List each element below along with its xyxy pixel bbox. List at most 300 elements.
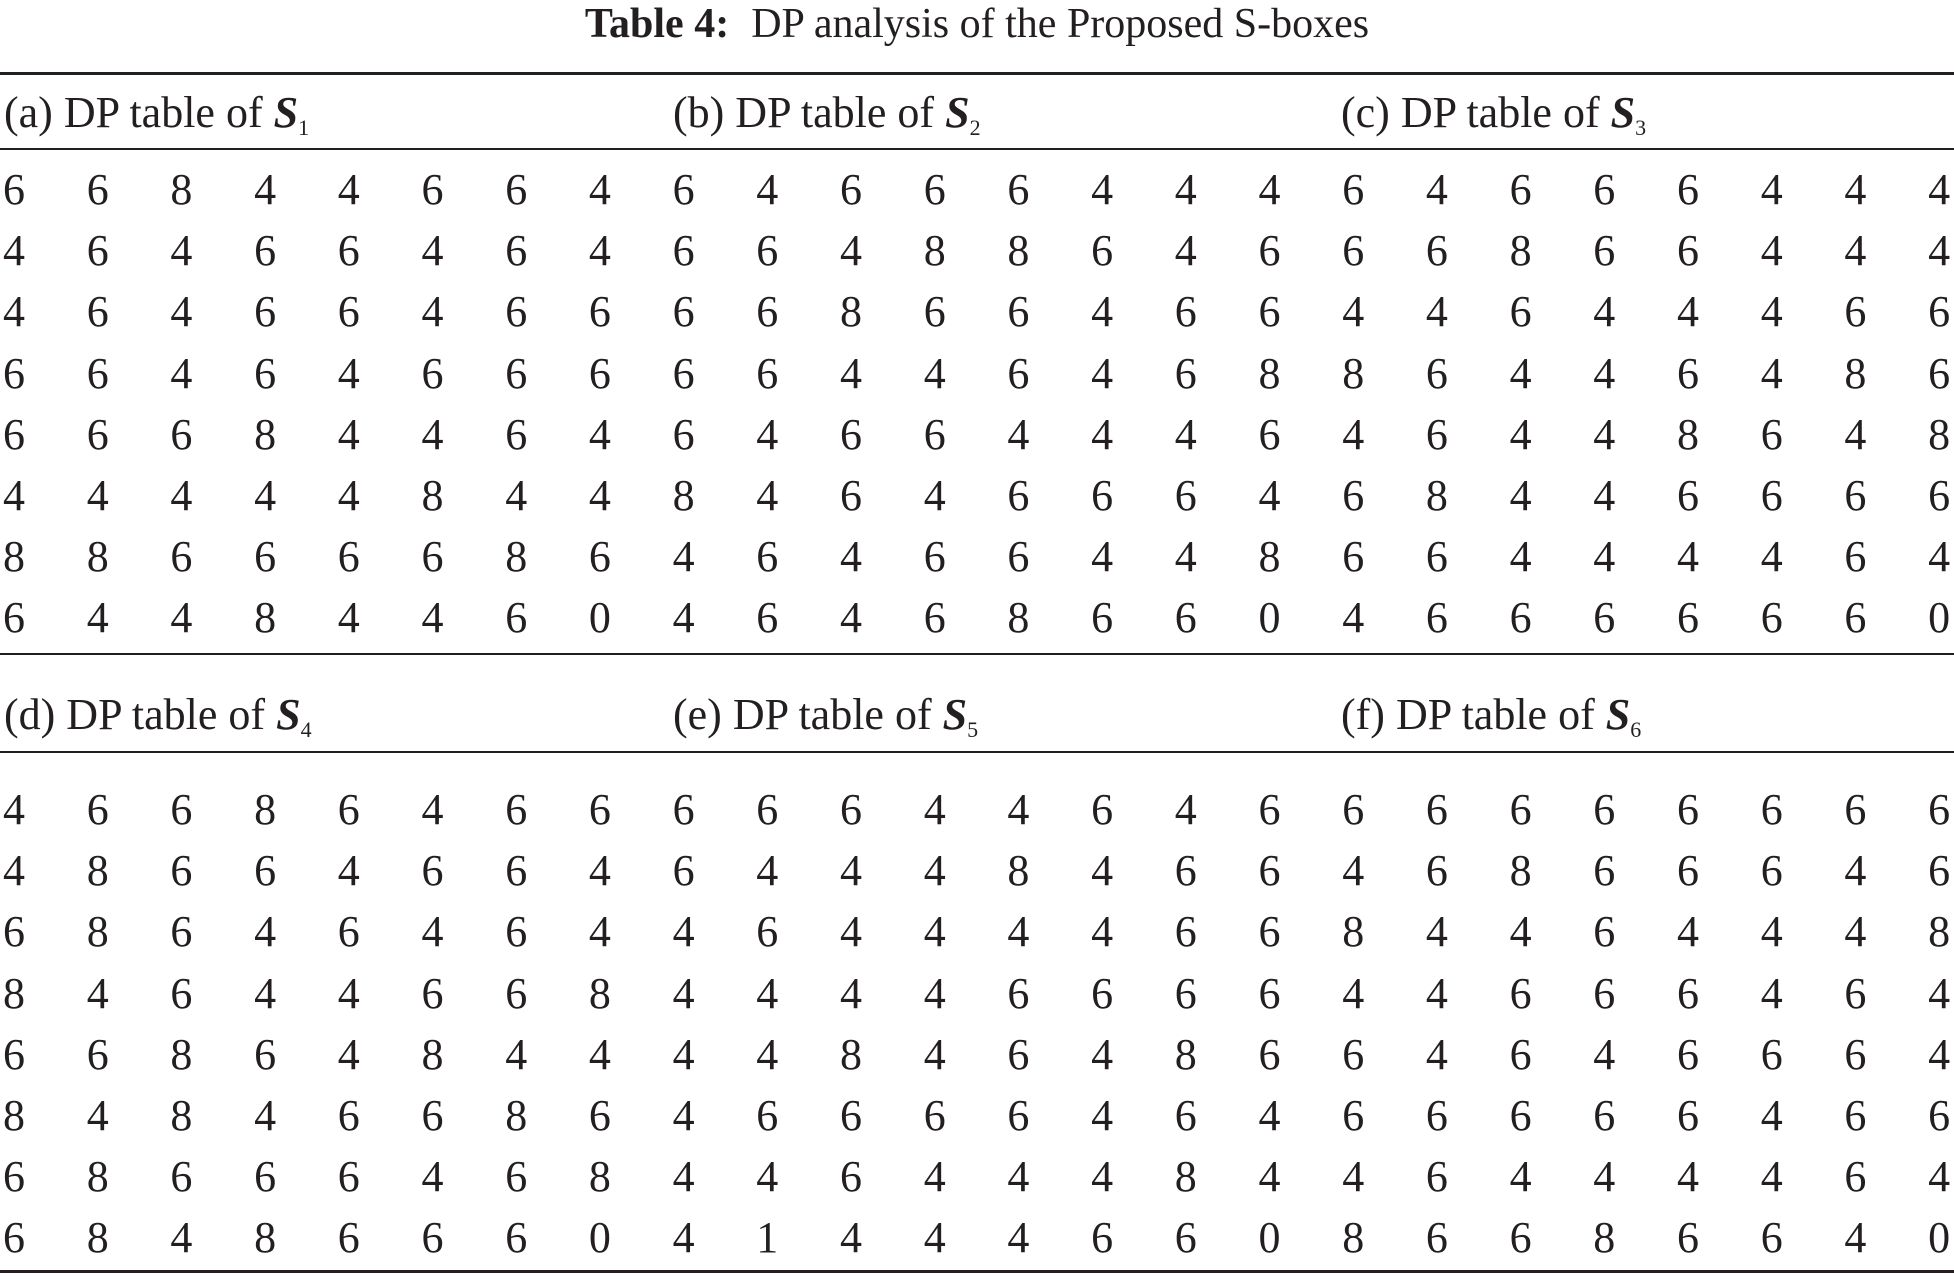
dp-cell: 6 [1091,471,1114,520]
dp-cell: 6 [1258,226,1281,276]
dp-cell: 6 [1760,846,1783,896]
dp-cell: 0 [1928,593,1951,643]
dp-cell: 4 [1091,409,1114,459]
dp-cell: 4 [923,348,946,398]
middle-rule [0,653,1954,655]
dp-cell: 4 [1091,907,1114,957]
dp-cell: 6 [337,1213,360,1263]
dp-cell: 8 [505,532,528,582]
dp-cell: 6 [1677,1091,1699,1140]
dp-cell: 4 [1593,348,1616,398]
dp-cell: 4 [337,348,360,398]
dp-cell: 6 [1425,1152,1448,1202]
dp-cell: 4 [1928,532,1951,582]
dp-cell: 8 [1342,1213,1365,1263]
dp-cell: 6 [3,409,25,459]
dp-cell: 4 [1844,165,1867,214]
dp-cell: 4 [1593,1029,1616,1079]
dp-cell: 4 [923,1152,946,1202]
dp-cell: 4 [1091,348,1114,398]
dp-cell: 8 [1928,409,1951,459]
dp-cell: 6 [1844,593,1867,643]
dp-cell: 4 [672,1091,695,1140]
dp-cell: 8 [3,532,25,582]
dp-cell: 6 [923,165,946,214]
dp-cell: 4 [1425,1029,1448,1079]
dp-cell: 6 [254,287,277,337]
dp-cell: 4 [1760,1091,1783,1140]
dp-cell: 6 [86,785,109,834]
dp-cell: 4 [86,471,109,520]
dp-cell: 6 [1677,846,1699,896]
dp-cell: 4 [1928,1029,1951,1079]
dp-cell: 6 [1593,1091,1616,1140]
dp-cell: 6 [1007,1029,1030,1079]
dp-cell: 6 [1007,287,1030,337]
dp-cell: 6 [1007,968,1030,1018]
dp-cell: 6 [1007,1091,1030,1140]
dp-cell: 4 [86,968,109,1018]
dp-cell: 4 [1677,287,1699,337]
dp-cell: 0 [588,593,611,643]
dp-cell: 6 [1593,846,1616,896]
dp-cell: 4 [756,471,779,520]
dp-cell: 8 [1677,409,1699,459]
dp-cell: 6 [1509,785,1532,834]
dp-cell: 4 [170,471,193,520]
dp-cell: 6 [1509,1029,1532,1079]
dp-cell: 6 [170,785,193,834]
dp-cell: 6 [1593,968,1616,1018]
dp-cell: 6 [1593,907,1616,957]
dp-cell: 8 [1509,226,1532,276]
dp-cell: 6 [254,532,277,582]
panel-c-heading: (c) DP table of $S_3$ [1341,88,1647,140]
dp-cell: 6 [1593,785,1616,834]
dp-cell: 4 [1760,287,1783,337]
dp-cell: 6 [505,1213,528,1263]
dp-cell: 6 [923,532,946,582]
dp-cell: 4 [1677,1152,1699,1202]
dp-cell: 6 [1425,1091,1448,1140]
dp-cell: 6 [1174,846,1197,896]
dp-cell: 6 [505,226,528,276]
dp-cell: 8 [840,287,862,337]
dp-cell: 6 [1425,1213,1448,1263]
dp-cell: 6 [1928,348,1951,398]
panel-d-heading: (d) DP table of $S_4$ [4,690,312,742]
dp-cell: 6 [1342,1091,1365,1140]
dp-cell: 6 [1342,1029,1365,1079]
dp-cell: 6 [337,532,360,582]
dp-cell: 8 [1844,348,1867,398]
table-caption [0,0,1954,50]
dp-cell: 4 [1844,846,1867,896]
dp-cell: 4 [588,1029,611,1079]
dp-cell: 6 [1425,532,1448,582]
dp-cell: 6 [840,471,862,520]
dp-cell: 6 [1091,1213,1114,1263]
dp-cell: 4 [1677,907,1699,957]
dp-cell: 6 [86,1029,109,1079]
dp-cell: 6 [1174,1091,1197,1140]
dp-cell: 6 [1091,968,1114,1018]
dp-cell: 6 [756,287,779,337]
dp-cell: 6 [254,1152,277,1202]
dp-cell: 4 [421,907,444,957]
dp-cell: 8 [505,1091,528,1140]
dp-cell: 6 [672,287,695,337]
dp-cell: 4 [337,846,360,896]
dp-cell: 4 [672,1029,695,1079]
dp-cell: 6 [1760,785,1783,834]
dp-cell: 6 [1677,593,1699,643]
panel-a-heading: (a) DP table of $S_1$ [4,88,310,140]
dp-cell: 4 [1760,348,1783,398]
dp-cell: 8 [923,226,946,276]
dp-cell: 6 [1258,846,1281,896]
dp-cell: 6 [337,1091,360,1140]
dp-cell: 6 [170,907,193,957]
dp-cell: 4 [1593,1152,1616,1202]
dp-cell: 4 [1760,1152,1783,1202]
dp-cell: 6 [1425,409,1448,459]
dp-cell: 0 [1928,1213,1951,1263]
dp-cell: 0 [588,1213,611,1263]
dp-cell: 6 [1091,226,1114,276]
dp-cell: 8 [1509,846,1532,896]
dp-cell: 4 [337,968,360,1018]
dp-cell: 6 [1760,409,1783,459]
dp-cell: 6 [3,907,25,957]
dp-cell: 8 [1258,348,1281,398]
dp-cell: 4 [86,1091,109,1140]
dp-cell: 4 [840,348,862,398]
dp-cell: 6 [1342,471,1365,520]
dp-cell: 4 [840,532,862,582]
dp-cell: 4 [337,409,360,459]
dp-cell: 4 [756,968,779,1018]
dp-cell: 6 [840,785,862,834]
dp-cell: 6 [588,287,611,337]
dp-cell: 4 [337,471,360,520]
dp-cell: 6 [1174,593,1197,643]
dp-cell: 6 [1174,348,1197,398]
dp-cell: 6 [1593,593,1616,643]
dp-cell: 8 [1007,846,1030,896]
dp-cell: 8 [254,785,277,834]
dp-cell: 4 [923,785,946,834]
dp-cell: 4 [1844,409,1867,459]
dp-cell: 8 [1174,1152,1197,1202]
dp-cell: 4 [1760,165,1783,214]
dp-cell: 6 [1928,471,1951,520]
dp-cell: 4 [3,785,25,834]
dp-cell: 6 [421,348,444,398]
dp-cell: 6 [1091,593,1114,643]
dp-cell: 6 [756,226,779,276]
dp-cell: 4 [1342,1152,1365,1202]
dp-cell: 4 [840,226,862,276]
dp-cell: 6 [1677,1029,1699,1079]
dp-cell: 4 [1174,785,1197,834]
dp-cell: 4 [1928,165,1951,214]
dp-cell: 4 [1258,1091,1281,1140]
dp-cell: 4 [1760,968,1783,1018]
dp-cell: 6 [1174,471,1197,520]
dp-cell: 4 [1091,846,1114,896]
dp-cell: 4 [421,785,444,834]
dp-cell: 6 [3,348,25,398]
dp-cell: 6 [505,907,528,957]
dp-cell: 4 [1760,226,1783,276]
dp-cell: 4 [3,846,25,896]
dp-cell: 4 [1677,532,1699,582]
dp-cell: 6 [1844,287,1867,337]
dp-cell: 4 [170,348,193,398]
dp-cell: 6 [254,348,277,398]
dp-cell: 6 [1425,593,1448,643]
dp-cell: 6 [1593,165,1616,214]
dp-cell: 6 [1593,226,1616,276]
dp-cell: 6 [1928,1091,1951,1140]
dp-cell: 6 [421,968,444,1018]
dp-cell: 6 [1174,968,1197,1018]
dp-cell: 4 [421,226,444,276]
dp-cell: 4 [1342,287,1365,337]
dp-cell: 4 [923,846,946,896]
dp-cell: 6 [421,1091,444,1140]
dp-cell: 4 [1174,532,1197,582]
dp-cell: 6 [1760,593,1783,643]
dp-cell: 4 [1342,409,1365,459]
dp-cell: 4 [588,409,611,459]
dp-cell: 4 [1509,1152,1532,1202]
dp-cell: 8 [1258,532,1281,582]
dp-cell: 6 [254,1029,277,1079]
dp-cell: 6 [1677,348,1699,398]
dp-cell: 4 [588,471,611,520]
dp-cell: 6 [170,532,193,582]
dp-cell: 4 [1342,593,1365,643]
dp-cell: 8 [86,1213,109,1263]
dp-cell: 6 [1258,785,1281,834]
panel-e-heading: (e) DP table of $S_5$ [673,690,979,742]
dp-cell: 6 [86,226,109,276]
dp-cell: 4 [672,532,695,582]
top-rule [0,72,1954,75]
dp-cell: 8 [254,409,277,459]
dp-cell: 6 [1928,287,1951,337]
dp-cell: 4 [1007,907,1030,957]
dp-cell: 6 [1509,1091,1532,1140]
dp-cell: 6 [337,1152,360,1202]
dp-cell: 0 [1258,593,1281,643]
dp-cell: 4 [1425,287,1448,337]
dp-cell: 4 [170,1213,193,1263]
dp-cell: 6 [1844,471,1867,520]
dp-cell: 6 [1677,226,1699,276]
dp-cell: 6 [86,348,109,398]
dp-cell: 6 [1091,785,1114,834]
dp-cell: 4 [1174,226,1197,276]
dp-cell: 6 [588,1091,611,1140]
dp-cell: 6 [1509,593,1532,643]
dp-cell: 4 [1007,409,1030,459]
dp-cell: 8 [672,471,695,520]
dp-cell: 6 [1760,471,1783,520]
dp-cell: 4 [505,471,528,520]
dp-cell: 4 [1760,532,1783,582]
dp-cell: 6 [1509,165,1532,214]
dp-cell: 4 [756,1029,779,1079]
dp-cell: 6 [923,593,946,643]
table-title: DP analysis of the Proposed S-boxes [751,1,1370,47]
dp-cell: 4 [1091,287,1114,337]
dp-cell: 6 [588,785,611,834]
dp-cell: 4 [840,846,862,896]
dp-cell: 6 [1760,1029,1783,1079]
dp-cell: 4 [672,968,695,1018]
dp-cell: 4 [588,846,611,896]
dp-cell: 6 [1677,785,1699,834]
dp-cell: 4 [254,165,277,214]
dp-cell: 6 [588,532,611,582]
dp-cell: 4 [1593,287,1616,337]
dp-cell: 6 [1844,1152,1867,1202]
dp-cell: 4 [1174,409,1197,459]
dp-cell: 8 [170,1091,193,1140]
dp-cell: 4 [672,1213,695,1263]
dp-cell: 6 [756,593,779,643]
dp-cell: 6 [672,409,695,459]
dp-cell: 4 [756,409,779,459]
dp-cell: 4 [1258,471,1281,520]
bottom-rule [0,1270,1954,1273]
dp-cell: 4 [337,593,360,643]
dp-cell: 6 [1174,287,1197,337]
dp-cell: 6 [756,348,779,398]
dp-cell: 6 [1844,968,1867,1018]
dp-cell: 6 [672,165,695,214]
dp-cell: 6 [1425,785,1448,834]
dp-cell: 6 [1844,532,1867,582]
dp-cell: 6 [1677,471,1699,520]
dp-cell: 4 [1258,1152,1281,1202]
dp-cell: 6 [1509,287,1532,337]
dp-cell: 4 [840,1213,862,1263]
dp-cell: 4 [1425,165,1448,214]
dp-cell: 4 [170,226,193,276]
dp-cell: 8 [170,165,193,214]
dp-cell: 8 [1425,471,1448,520]
dp-cell: 6 [756,1091,779,1140]
dp-cell: 4 [1844,907,1867,957]
dp-cell: 6 [3,1152,25,1202]
dp-cell: 4 [1091,1091,1114,1140]
dp-cell: 6 [672,348,695,398]
dp-cell: 6 [337,785,360,834]
dp-cell: 6 [840,1091,862,1140]
dp-cell: 8 [254,1213,277,1263]
dp-cell: 4 [840,907,862,957]
dp-cell: 4 [923,1213,946,1263]
dp-cell: 6 [1258,968,1281,1018]
dp-cell: 4 [505,1029,528,1079]
dp-cell: 4 [1091,532,1114,582]
dp-cell: 4 [1342,968,1365,1018]
dp-cell: 6 [505,785,528,834]
dp-cell: 4 [1844,1213,1867,1263]
dp-cell: 4 [3,226,25,276]
dp-cell: 4 [756,846,779,896]
dp-cell: 4 [254,907,277,957]
dp-cell: 4 [1928,968,1951,1018]
dp-cell: 6 [1844,1091,1867,1140]
dp-cell: 8 [86,846,109,896]
dp-cell: 6 [3,165,25,214]
dp-cell: 4 [1258,165,1281,214]
dp-cell: 4 [1509,907,1532,957]
dp-cell: 6 [505,968,528,1018]
table-number: Table 4: [584,1,730,47]
dp-cell: 4 [254,968,277,1018]
dp-cell: 4 [923,1029,946,1079]
dp-cell: 4 [337,165,360,214]
dp-cell: 8 [3,968,25,1018]
dp-cell: 6 [505,348,528,398]
dp-cell: 6 [86,165,109,214]
dp-cell: 4 [1425,907,1448,957]
dp-cell: 8 [3,1091,25,1140]
dp-cell: 4 [1007,785,1030,834]
dp-cell: 6 [1425,846,1448,896]
dp-cell: 4 [3,471,25,520]
dp-cell: 4 [1593,409,1616,459]
dp-cell: 8 [254,593,277,643]
dp-cell: 4 [1928,226,1951,276]
dp-cell: 6 [505,846,528,896]
dp-cell: 6 [337,907,360,957]
dp-cell: 4 [1509,532,1532,582]
dp-cell: 6 [756,907,779,957]
dp-cell: 4 [1425,968,1448,1018]
dp-cell: 6 [1007,348,1030,398]
dp-cell: 6 [923,1091,946,1140]
dp-cell: 8 [1174,1029,1197,1079]
dp-cell: 4 [170,593,193,643]
dp-cell: 6 [1844,785,1867,834]
dp-cell: 8 [421,1029,444,1079]
dp-cell: 6 [1342,226,1365,276]
dp-cell: 6 [505,593,528,643]
dp-cell: 6 [840,1152,862,1202]
dp-cell: 6 [86,409,109,459]
dp-cell: 8 [86,907,109,957]
dp-cell: 4 [1844,226,1867,276]
dp-cell: 4 [3,287,25,337]
dp-cell: 6 [505,165,528,214]
dp-cell: 6 [1425,226,1448,276]
dp-cell: 8 [86,1152,109,1202]
dp-cell: 4 [1174,165,1197,214]
dp-cell: 4 [1593,471,1616,520]
dp-cell: 4 [1342,846,1365,896]
dp-cell: 6 [3,593,25,643]
dp-cell: 4 [672,1152,695,1202]
dp-cell: 6 [86,287,109,337]
dp-cell: 8 [170,1029,193,1079]
